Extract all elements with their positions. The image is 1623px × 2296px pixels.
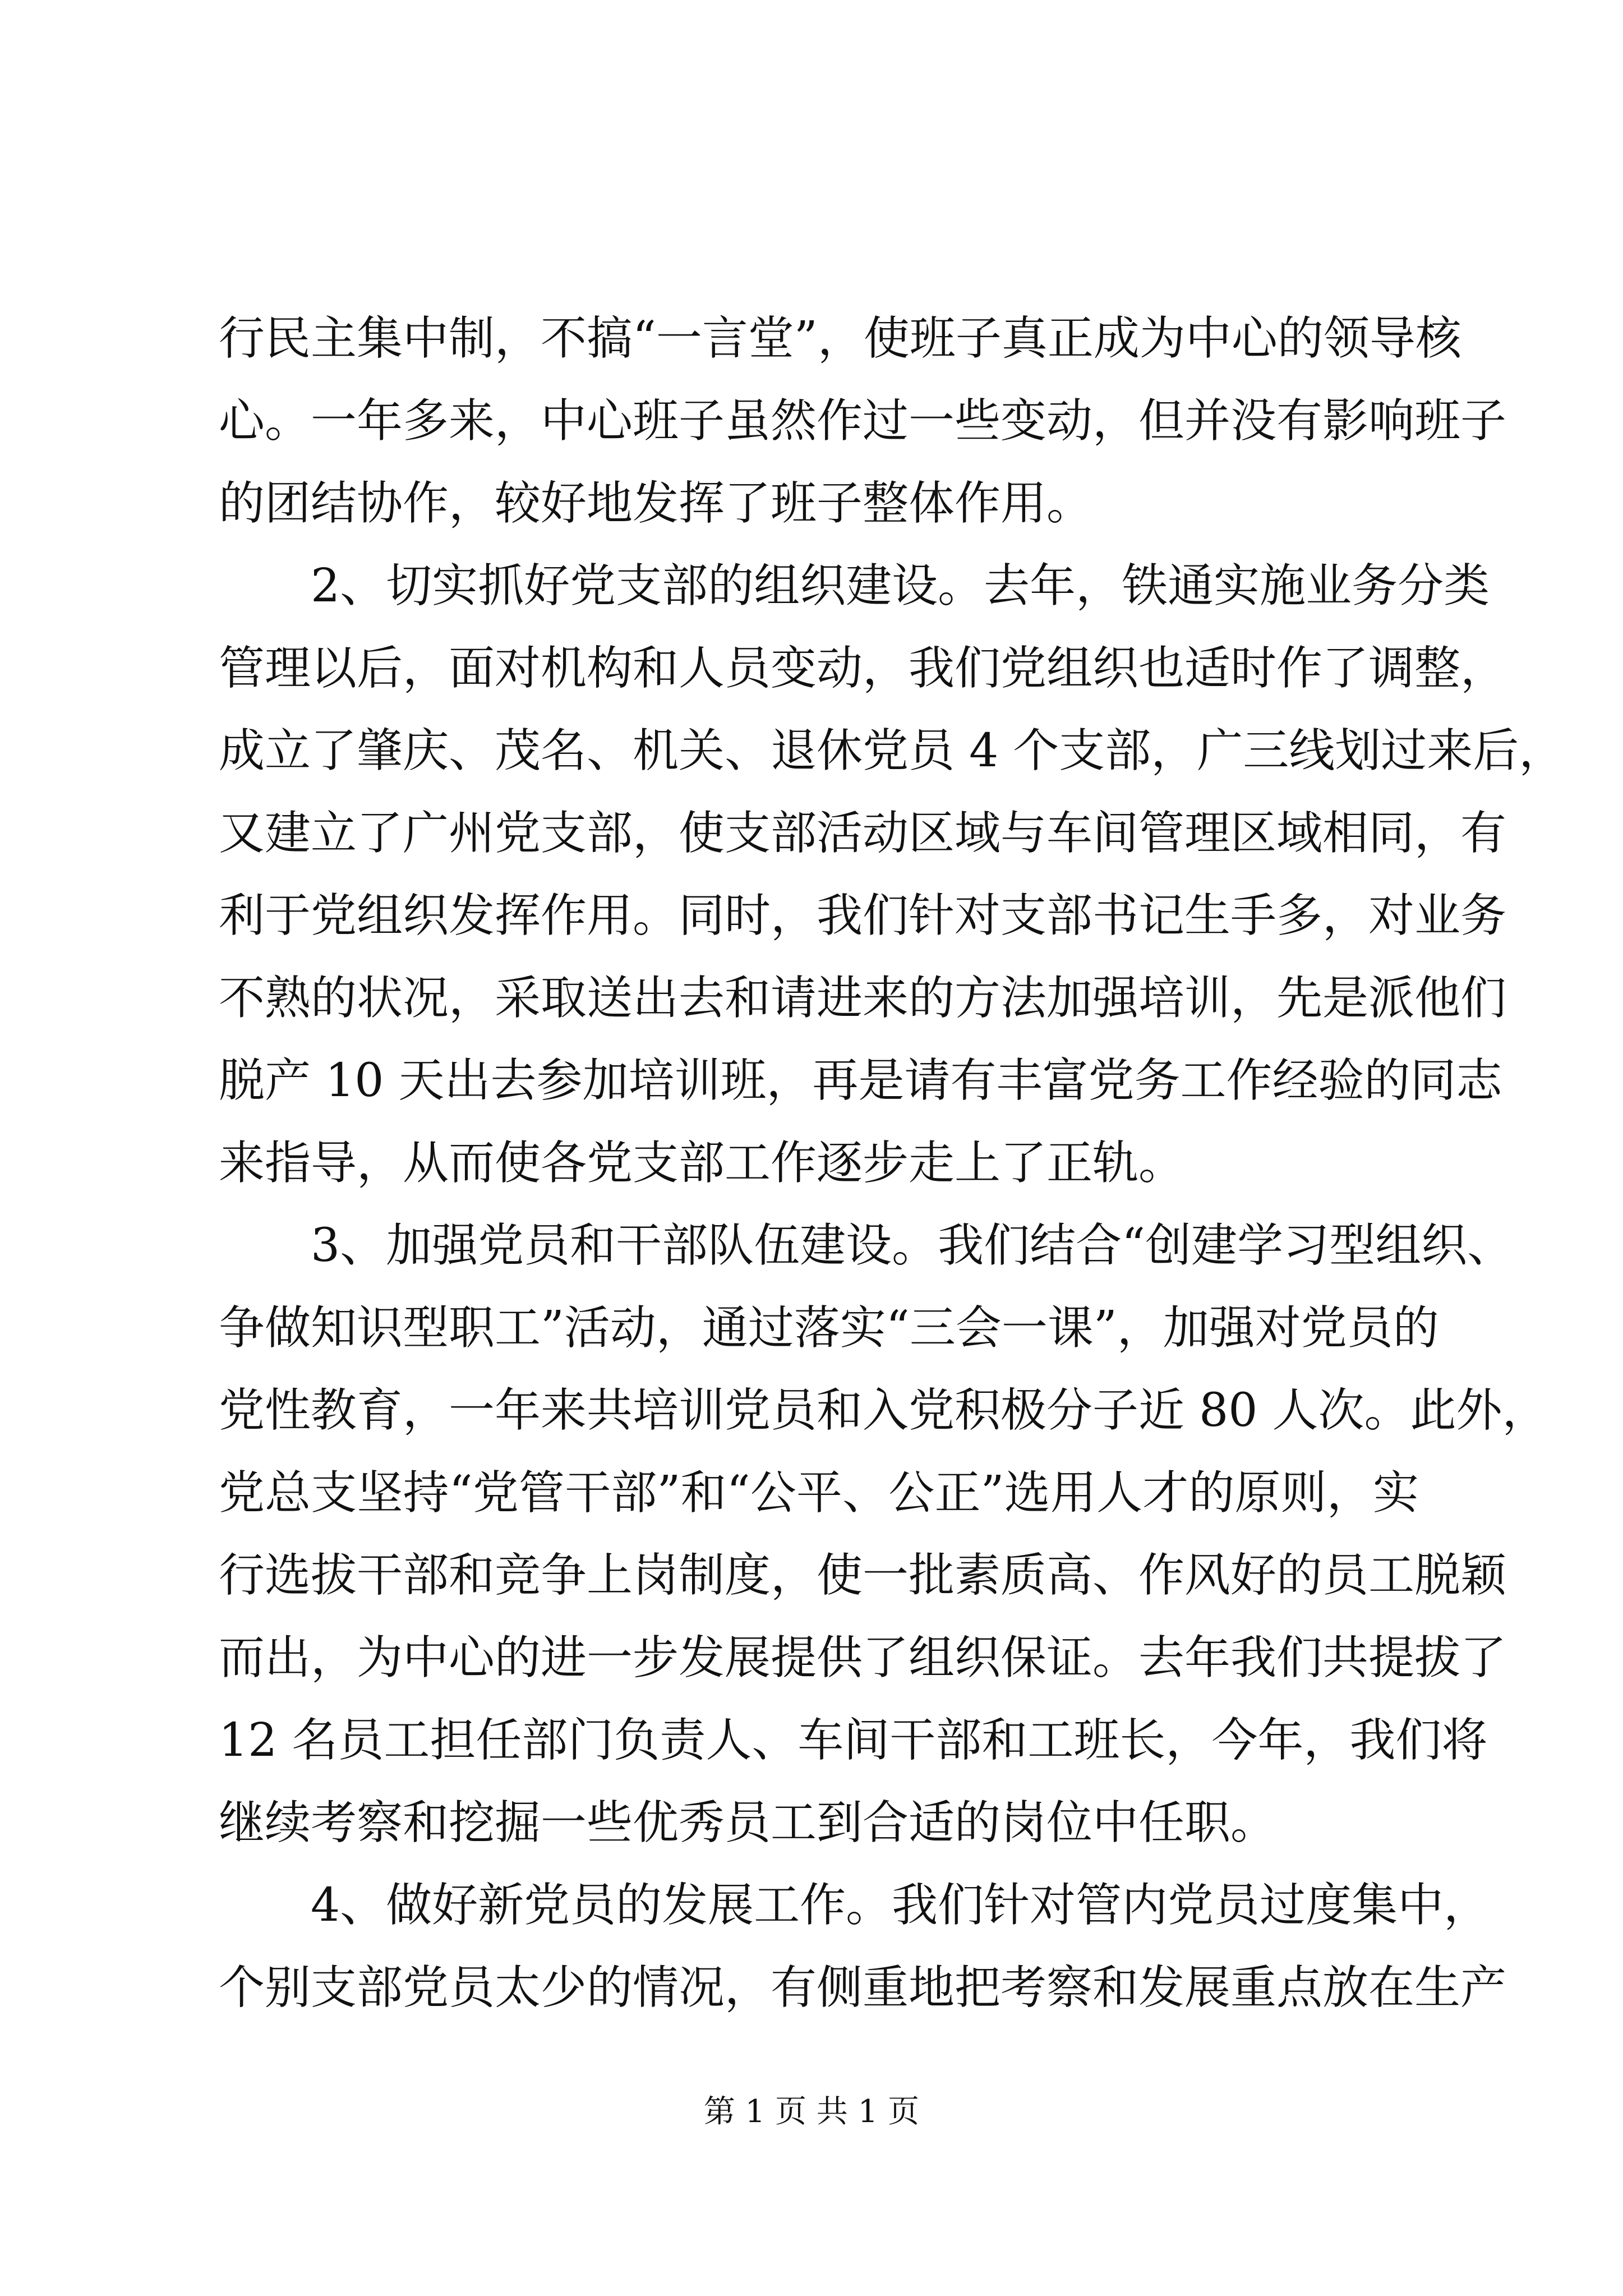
text-line: 继续考察和挖掘一些优秀员工到合适的岗位中任职。 [219, 1796, 1277, 1849]
text-line: 个别支部党员太少的情况，有侧重地把考察和发展重点放在生产 [219, 1961, 1507, 2014]
text-line: 利于党组织发挥作用。同时，我们针对支部书记生手多，对业务 [219, 889, 1507, 942]
text-line: 脱产 10 天出去参加培训班，再是请有丰富党务工作经验的同志 [219, 1054, 1502, 1107]
text-line: 的团结协作，较好地发挥了班子整体作用。 [219, 477, 1093, 530]
text-line: 来指导，从而使各党支部工作逐步走上了正轨。 [219, 1137, 1185, 1190]
text-line: 行选拔干部和竞争上岗制度，使一批素质高、作风好的员工脱颖 [219, 1549, 1507, 1602]
page-number: 第 1 页 共 1 页 [703, 2093, 920, 2130]
text-line: 心。一年多来，中心班子虽然作过一些变动，但并没有影响班子 [219, 394, 1507, 448]
text-line: 4、做好新党员的发展工作。我们针对管内党员过度集中， [311, 1879, 1490, 1932]
text-line: 党性教育，一年来共培训党员和入党积极分子近 80 人次。此外， [219, 1384, 1548, 1437]
text-line: 而出，为中心的进一步发展提供了组织保证。去年我们共提拔了 [219, 1631, 1507, 1685]
text-line: 争做知识型职工”活动，通过落实“三会一课”，加强对党员的 [219, 1301, 1439, 1355]
text-line: 成立了肇庆、茂名、机关、退休党员 4 个支部，广三线划过来后， [219, 724, 1565, 777]
page-footer [0, 2092, 1623, 2132]
text-line: 12 名员工担任部门负责人、车间干部和工班长，今年，我们将 [219, 1714, 1488, 1767]
text-line: 2、切实抓好党支部的组织建设。去年，铁通实施业务分类 [311, 559, 1490, 613]
text-line: 党总支坚持“党管干部”和“公平、公正”选用人才的原则，实 [219, 1466, 1419, 1520]
text-line: 又建立了广州党支部，使支部活动区域与车间管理区域相同，有 [219, 807, 1507, 860]
text-line: 行民主集中制，不搞“一言堂”，使班子真正成为中心的领导核 [219, 312, 1461, 365]
text-line: 不熟的状况，采取送出去和请进来的方法加强培训，先是派他们 [219, 972, 1507, 1025]
text-line: 管理以后，面对机构和人员变动，我们党组织也适时作了调整， [219, 642, 1507, 695]
document-body [219, 297, 1565, 2029]
text-line: 3、加强党员和干部队伍建设。我们结合“创建学习型组织、 [311, 1219, 1514, 1272]
